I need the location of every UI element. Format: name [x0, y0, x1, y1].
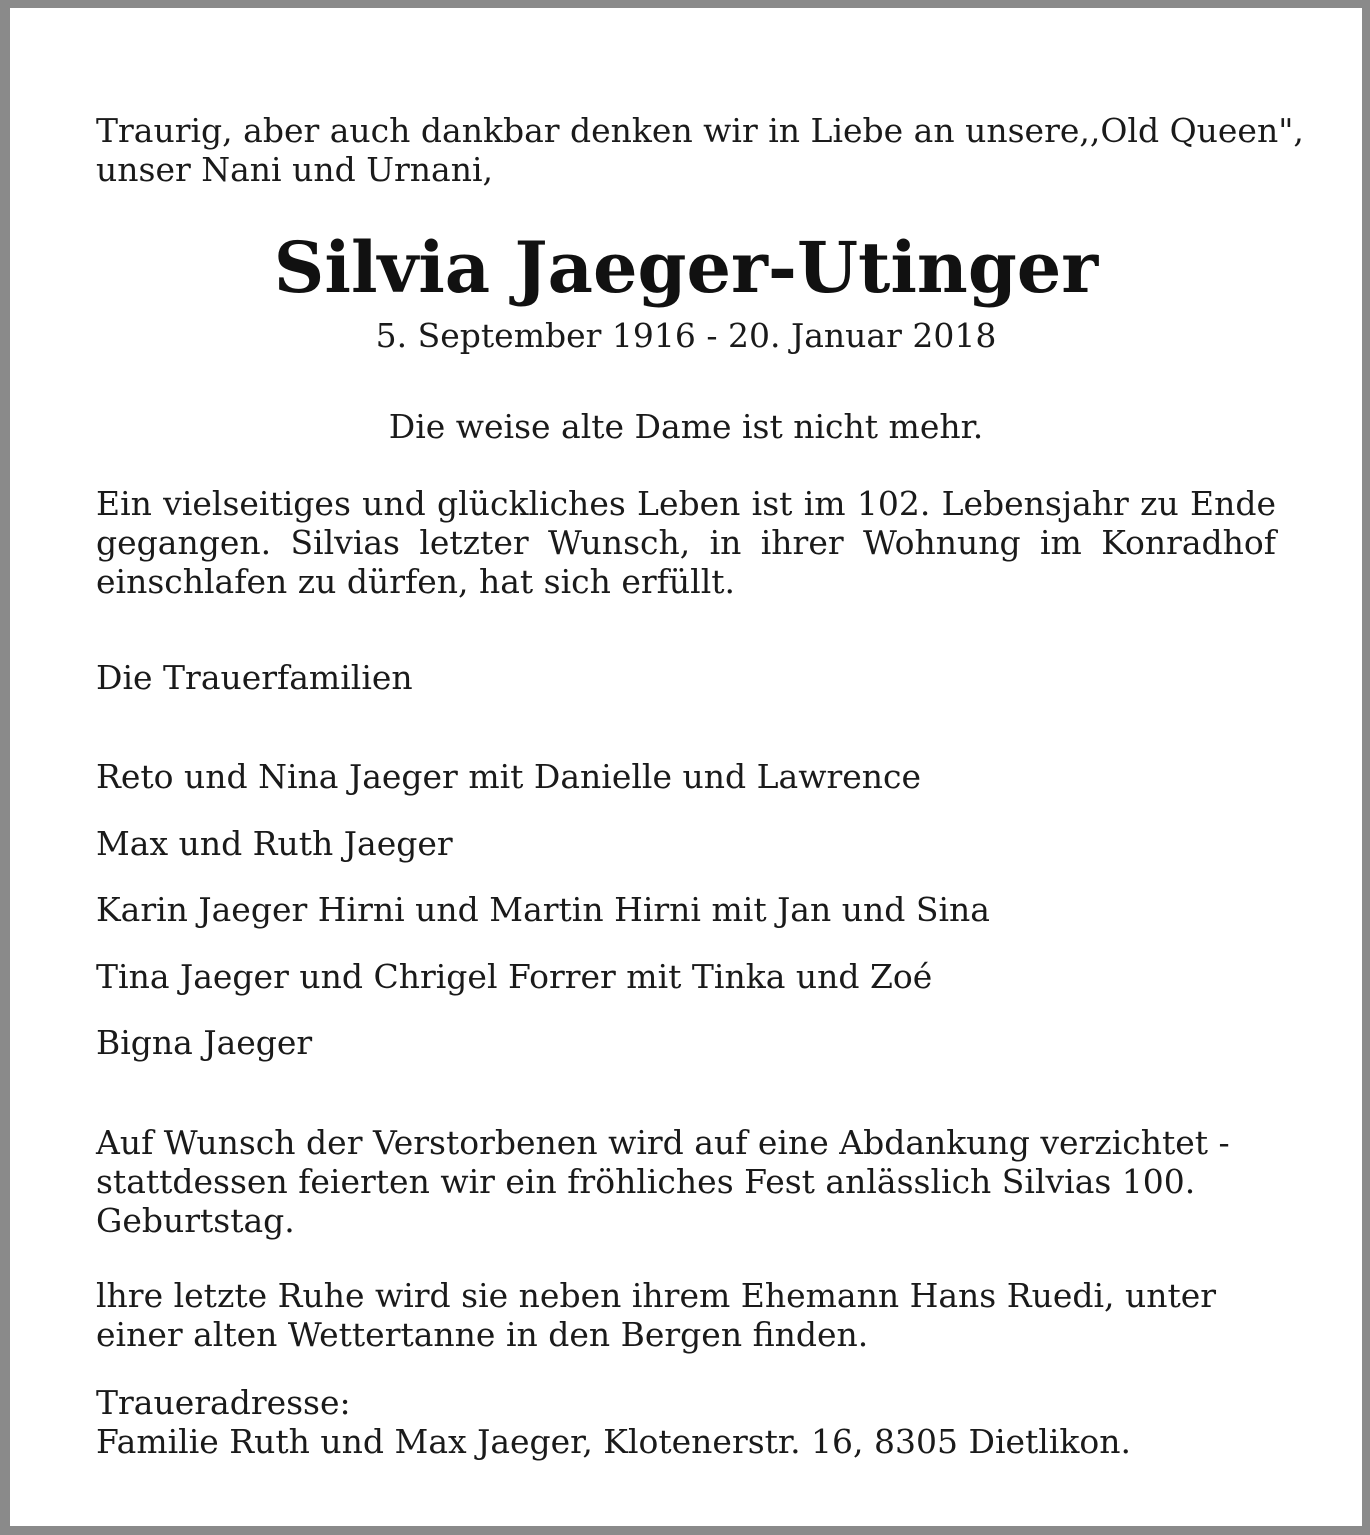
- family-member: Karin Jaeger Hirni und Martin Hirni mit Jan und Sina: [96, 890, 990, 929]
- ceremony-line-1: Auf Wunsch der Verstorbenen wird auf eine Abdankung verzichtet -: [96, 1123, 1230, 1162]
- intro-line-1: Traurig, aber auch dankbar denken wir in Liebe an unsere,,Old Queen",: [96, 111, 1304, 150]
- obituary-page: [10, 8, 1362, 1526]
- life-line-3: einschlafen zu dürfen, hat sich erfüllt.: [96, 562, 736, 601]
- rest-line-1: lhre letzte Ruhe wird sie neben ihrem Ehemann Hans Ruedi, unter: [96, 1276, 1217, 1315]
- address-value: Familie Ruth und Max Jaeger, Klotenerstr. 16, 8305 Dietlikon.: [96, 1422, 1132, 1461]
- rest-line-2: einer alten Wettertanne in den Bergen finden.: [96, 1315, 869, 1354]
- life-line-2: gegangen. Silvias letzter Wunsch, in ihrer Wohnung im Konradhof: [96, 523, 1276, 562]
- family-member: Reto und Nina Jaeger mit Danielle und Lawrence: [96, 757, 922, 796]
- life-line-1: Ein vielseitiges und glückliches Leben ist im 102. Lebensjahr zu Ende: [96, 484, 1276, 523]
- life-paragraph: [96, 484, 1276, 601]
- ceremony-line-3: Geburtstag.: [96, 1201, 295, 1240]
- family-member: Max und Ruth Jaeger: [96, 824, 453, 863]
- intro-line-2: unser Nani und Urnani,: [96, 150, 494, 189]
- ceremony-line-2: stattdessen feierten wir ein fröhliches Fest anlässlich Silvias 100.: [96, 1162, 1196, 1201]
- family-member: Bigna Jaeger: [96, 1023, 313, 1062]
- deceased-name: Silvia Jaeger-Utinger: [273, 226, 1099, 309]
- ceremony-paragraph: [96, 1123, 1276, 1240]
- memorial-quote: Die weise alte Dame ist nicht mehr.: [388, 407, 984, 446]
- resting-place-paragraph: [96, 1276, 1276, 1354]
- address-label: Traueradresse:: [96, 1383, 351, 1422]
- family-member: Tina Jaeger und Chrigel Forrer mit Tinka und Zoé: [96, 957, 933, 996]
- families-heading: Die Trauerfamilien: [96, 658, 413, 697]
- intro-text: [96, 111, 1304, 189]
- life-dates: 5. September 1916 - 20. Januar 2018: [375, 316, 997, 355]
- mourning-address: [96, 1383, 1276, 1461]
